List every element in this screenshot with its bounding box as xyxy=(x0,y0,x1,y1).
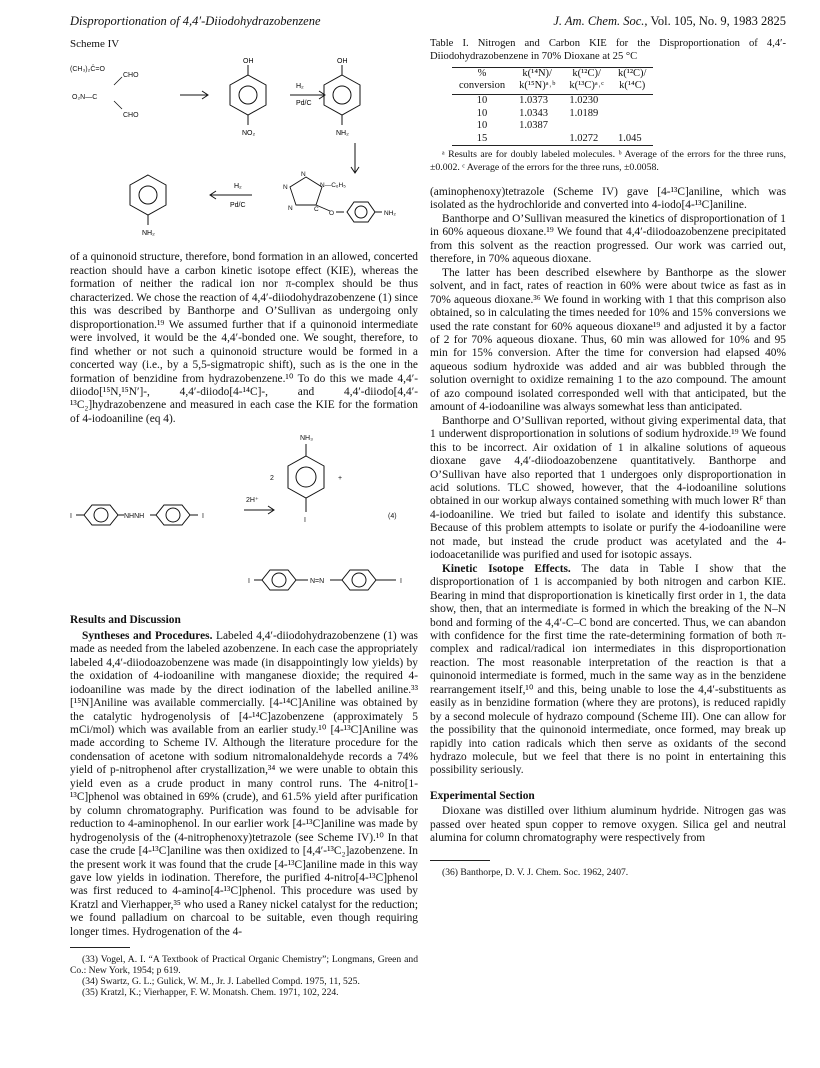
tetrazole-nh2: NH₂ xyxy=(384,210,396,218)
h2-label-bottom: H₂ xyxy=(234,183,242,191)
journal-citation xyxy=(553,14,786,29)
cho-label-2: CHO xyxy=(123,112,139,120)
oh-label-2: OH xyxy=(337,58,348,66)
aminophenol-ring xyxy=(324,65,360,125)
table-cell xyxy=(611,108,653,121)
table-cell: 1.0343 xyxy=(519,107,548,119)
tetrazole-n2: N xyxy=(283,184,288,192)
table-row xyxy=(452,95,653,108)
table-cell: 10 xyxy=(476,120,488,131)
right-paragraph-4: Banthorpe and O’Sullivan reported, without giving experimental data, that 1 underwent disproportionation in solutions of sodium hydroxide.¹⁹ We found this to be incorrect. Air oxidation of 1 in alkaline solutions of aqueous dioxane gave 4,4′-diiodoazobenzene quantitatively. Banthorpe and O’Sullivan have also reported that 1 undergoes only disproportionation in acid solutions. TLC showed, however, that the 4-iodoaniline solutions obtained in our workup always contained something with much lower Rꟳ than 4-iodoaniline. We tried but failed to isolate and identify this substance. Because of this problem attempts to isolate or purify the 4-iodoaniline were not made, but instead the crude product was acetylated and the 4-iodoacetanilide was purified and used for isotopic assays. xyxy=(430,414,786,562)
footnote-35: (35) Kratzl, K.; Vierhapper, F. W. Monatsh. Chem. 1971, 102, 224. xyxy=(82,987,339,999)
h2-label-top: H₂ xyxy=(296,83,304,91)
eq4-iodo-right: I xyxy=(202,513,204,521)
experimental-paragraph: Dioxane was distilled over lithium aluminum hydride. Nitrogen gas was passed over heated spun copper to remove oxygen. Silica gel and neutral alumina for column chromatography were respectively from xyxy=(430,805,786,845)
experimental-heading: Experimental Section xyxy=(430,789,535,802)
equation-4-diagram xyxy=(70,430,418,602)
eq4-nhnh: NHNH xyxy=(124,513,145,521)
eq4-plus: + xyxy=(338,475,343,483)
nh2-label-bottom: NH₂ xyxy=(142,230,155,238)
azo-iodo-left: I xyxy=(248,578,250,586)
table-caption: Table I. Nitrogen and Carbon KIE for the Disproportionation of 4,4′-Diiodohydrazobenzene in 70% Dioxane at 25 °C xyxy=(430,38,786,62)
table-cell: 1.0387 xyxy=(519,120,548,131)
nh2-label-top: NH₂ xyxy=(336,130,349,138)
table-footnotes: ᵃ Results are for doubly labeled molecules. ᵇ Average of the errors for the three runs, ±0.002. ᶜ Average of the errors for the three runs, ±0.0058. xyxy=(430,149,786,173)
kie-text: The data in Table I show that the disproportionation of 1 is accompanied by both nitrogen and carbon KIE. Bearing in mind that disproportionation is kinetically first order in 1, the data show, then, that an intermediate is formed in which the breaking of the N–N bond and forming of the 4,4′-C–C bond are concerted. Thus, we can abandon with confidence for the first time the rate-determining formation of both π-complex and radical/radical ion intermediates in this disproportionation reaction. The most reasonable interpretation of the reaction is that a quinonoid intermediate is formed, much in the same way as in the benzidene rearrangement itself,¹⁰ and this, being unable to lose the 4,4′-substituents as easily as in benzidine formation (where they are protons), is reduced rapidly by a second molecule of hydrazo compound (Scheme III). One can allow for the possibility that the quinonoid intermediate, once formed, may break up rapidly into cation radicals which then serve as oxidants of the second hydrazo molecule, but we feel that there is no point in entertaining this possibility seriously. xyxy=(430,562,787,777)
nitro-carbon-label: O₂N—C xyxy=(72,94,98,102)
footnote-34: (34) Swartz, G. L.; Gulick, W. M., Jr. J. Labelled Compd. 1975, 11, 525. xyxy=(82,976,360,988)
right-paragraph-3: The latter has been described elsewhere by Banthorpe as the slower solvent, and in fact, rates of reaction in 60% were about twice as fast as in 70% aqueous dioxane.³⁶ We found in working with 1 that this comprison also obtained, so in calculating the times needed for 10% and 15% conversions we used the rate constant for 60% aqueous dioxane¹⁹ and adjusted it by a factor of 2 for 70% aqueous dioxane. Thus, 60 min was allowed for 10% and 95 min for 15% conversion. After the time for conversion had elapsed 40% aqueous sodium hydroxide was added and air was bubbled through the solution overnight to oxidize remaining 1 to the azo compound. The amount of azo compound isolated corresponded well with that anticipated, but the amount of 4-iodoaniline was always somewhat less than anticipated. xyxy=(430,266,786,414)
table-cell xyxy=(512,133,562,146)
col-header: conversion xyxy=(452,80,512,95)
table-cell xyxy=(611,95,653,108)
tetrazole-o: O xyxy=(329,210,335,218)
table-row xyxy=(452,120,653,133)
tetrazole-n3: N xyxy=(288,205,293,213)
tetrazole-c: C xyxy=(314,206,319,214)
journal-name: J. Am. Chem. Soc., xyxy=(553,14,648,28)
right-paragraph-1: (aminophenoxy)tetrazole (Scheme IV) gave [4-¹³C]aniline, which was isolated as the hydrochloride and converted into 4-iodo[4-¹³C]aniline. xyxy=(430,186,786,212)
pdc-label-bottom: Pd/C xyxy=(230,202,246,210)
eq4-iodo-product: I xyxy=(304,517,306,525)
syntheses-paragraph xyxy=(70,630,418,939)
running-title: Disproportionation of 4,4′-Diiodohydrazobenzene xyxy=(70,14,321,28)
cho-label-1: CHO xyxy=(123,72,139,80)
eq4-reagent: 2H⁺ xyxy=(246,497,259,505)
table-cell: 1.0373 xyxy=(519,95,548,106)
table-cell xyxy=(562,120,611,133)
eq4-coefficient: 2 xyxy=(270,475,274,483)
left-column xyxy=(70,38,418,998)
col-header: k(¹⁴C) xyxy=(611,80,653,95)
footnote-rule-left xyxy=(70,947,130,948)
no2-label: NO₂ xyxy=(242,130,256,138)
phenoxy-ring xyxy=(336,202,382,222)
right-column xyxy=(430,38,786,878)
volume-page: Vol. 105, No. 9, 1983 2825 xyxy=(647,14,786,28)
col-header: k(¹⁴N)/ xyxy=(512,68,562,81)
pdc-label-top: Pd/C xyxy=(296,100,312,108)
table-cell: 10 xyxy=(476,95,488,106)
kie-table xyxy=(452,67,653,146)
acetone-label: (CH₃)₂Ĉ=O xyxy=(70,66,105,74)
scheme-title: Scheme IV xyxy=(70,38,120,50)
aniline-ring xyxy=(130,175,166,225)
tetrazole-n1: N xyxy=(301,171,306,179)
eq4-iodo-left: I xyxy=(70,513,72,521)
azo-linkage: N=N xyxy=(310,578,325,586)
footnote-36: (36) Banthorpe, D. V. J. Chem. Soc. 1962, 2407. xyxy=(442,866,629,878)
right-paragraph-2: Banthorpe and O’Sullivan measured the kinetics of disproportionation of 1 in 60% aqueous dioxane.¹⁹ We found that 4,4′-diiodoazobenzene precipitated from this solvent as the reaction progressed. Our work was carried out, therefore, in 70% aqueous dioxane. xyxy=(430,212,786,266)
table-row xyxy=(452,133,653,146)
col-header: k(¹⁵N)ᵃ˒ᵇ xyxy=(512,80,562,95)
table-cell: 1.045 xyxy=(611,133,653,146)
col-header: k(¹³C)ᵃ˒ᶜ xyxy=(562,80,611,95)
nitrophenol-ring xyxy=(230,65,266,125)
eq4-ammonium: NH₃ xyxy=(300,435,313,443)
intro-paragraph: of a quinonoid structure, therefore, bond formation in an allowed, concerted reaction should have a carbon kinetic isotope effect (KIE), whereas the formation of neither the radical ion nor π-complex should be thus characterized. We chose the reaction of 4,4′-diiodohydrazobenzene (1) since this was described by Banthorpe and O’Sullivan as undergoing only disproportionation.¹⁹ We assumed further that if a quinonoid intermediate were involved, it would be the 4,4′-bonded one. We sought, therefore, to find whether or not such a quinonoid structure would be formed in a concerted way (i.e., by a 5,5-sigmatropic shift), such as is the one in the formation of benzidine from hydrazobenzene.¹⁰ To do this we made 4,4′-diiodo[¹⁵N,¹⁵N′]-, 4,4′-diiodo[4-¹⁴C]-, and 4,4′-diiodo[4,4′-¹³C₂]hydrazobenzene and measured in each case the KIE for the formation of 4-iodoaniline (eq 4). xyxy=(70,251,418,425)
table-cell: 1.0272 xyxy=(562,133,611,146)
table-cell: 10 xyxy=(476,107,488,119)
footnote-rule-right xyxy=(430,860,490,861)
equation-number: (4) xyxy=(388,513,397,521)
table-cell: 1.0230 xyxy=(569,95,599,106)
eq4-product-ring xyxy=(288,456,324,498)
table-cell: 15 xyxy=(452,133,512,146)
table-cell xyxy=(611,120,653,133)
azo-iodo-right: I xyxy=(400,578,402,586)
col-header: k(¹²C)/ xyxy=(611,68,653,81)
oh-label-1: OH xyxy=(243,58,254,66)
footnote-33: (33) Vogel, A. I. “A Textbook of Practical Organic Chemistry”; Longmans, Green and Co.: New York, 1954; p 619. xyxy=(70,954,418,977)
syntheses-runin: Syntheses and Procedures. xyxy=(82,629,213,642)
kie-paragraph xyxy=(430,563,786,778)
kie-runin: Kinetic Isotope Effects. xyxy=(442,562,571,575)
tetrazole-nc6h5: N—C₆H₅ xyxy=(320,182,346,190)
table-cell: 1.0189 xyxy=(569,107,599,119)
col-header: k(¹²C)/ xyxy=(562,68,611,81)
table-row xyxy=(452,108,653,121)
syntheses-text: Labeled 4,4′-diiodohydrazobenzene (1) was made as needed from the labeled azobenzene. In each case the appropriately labeled 4,4′-diiodoazobenzene was made (in disappointingly low yields) by the oxidation of 4-iodoaniline with manganese dioxide; the required 4-iodoaniline was made by the direct iodination of the labelled aniline.³³ [¹⁵N]Aniline was available commercially. [4-¹⁴C]Aniline was obtained by the catalytic hydrogenolysis of [4-¹⁴C]azobenzene (approximately 5 mCi/mol) which was available from an earlier study.¹⁰ [4-¹³C]Aniline was made according to Scheme IV. Although the literature procedure for the condensation of acetone with sodium nitromalonaldehyde records a 74% yield of p-nitrophenol after crystallization,³⁴ we were unable to obtain this yield even as a crude product in many control runs. The 4-nitro[1-¹³C]phenol was obtained in 69% (crude), and 61.5% yield after purification by column chromatography. Purification was found to be advisable for reduction to 4-aminophenol. In our earlier work [4-¹³C]aniline was made by hydrogenolysis of the (4-nitrophenoxy)tetrazole (see Scheme IV).¹⁰ In that case the crude [4-¹³C]aniline was then oxidized to [4,4′-¹³C₂]azobenzene. In the present work it was found that the crude [4-¹³C]aniline made in this way gave low yields in iodination. Therefore, the purified 4-nitro[4-¹³C]phenol was first reduced to 4-amino[4-¹³C]phenol. This procedure was used by Kratzl and Vierhapper,³⁵ who used a Raney nickel catalyst for the reduction; we found palladium on charcoal to be suitable, even though requiring longer times. Hydrogenation of the 4- xyxy=(70,629,418,938)
scheme-iv-diagram xyxy=(70,55,418,243)
results-heading: Results and Discussion xyxy=(70,614,181,627)
col-header: % xyxy=(452,68,512,81)
